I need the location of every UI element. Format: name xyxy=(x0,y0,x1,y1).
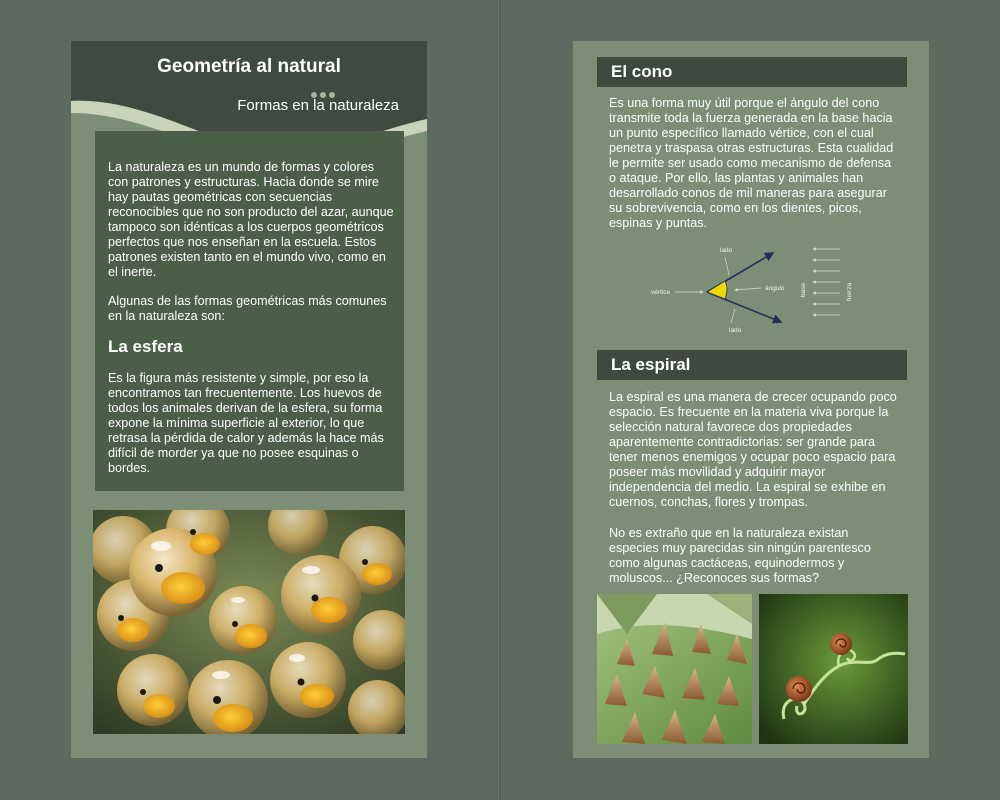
intro-paragraph: La naturaleza es un mundo de formas y colores con patrones y estructuras. Hacia donde se mire hay pautas geométricas con secuencias reconocibles que no son producto del azar, aunque tampoco son idénticas a los cuerpos geométricos perfectos que nos enseñan en la escuela. Estos patrones existen tanto en el mundo vivo, como en el inerte. xyxy=(108,160,394,279)
frog-eggs-photo xyxy=(93,510,405,734)
section-title-cono: El cono xyxy=(597,57,907,87)
esfera-paragraph: Es la figura más resistente y simple, por eso la encontramos tan frecuentemente. Los huevos de todos los animales derivan de la esfera, su forma expone la mínima superficie al exterior, lo que retrasa la pérdida de calor y además la hace más difícil de morder ya que no posee esquinas o bordes. xyxy=(108,371,384,475)
section-title-espiral: La espiral xyxy=(597,350,907,380)
label-base: base xyxy=(800,282,807,297)
label-vertice: vértice xyxy=(651,289,671,296)
label-lado-bottom: lado xyxy=(729,327,742,334)
lead-paragraph: Algunas de las formas geométricas más comunes en la naturaleza son: xyxy=(108,294,387,323)
page-title: Geometría al natural xyxy=(157,56,341,77)
cono-paragraph: Es una forma muy útil porque el ángulo del cono transmite toda la fuerza generada en la base hacia un punto específico llamado vértice, con el cual penetra y traspasa otras estructuras. Esta cualidad le permite ser usado como mecanismo de defensa o ataque. Por ello, las plantas y animales han desarrollado conos de mil maneras para asegurar su sobrevivencia, como en los dientes, picos, espinas y puntas. xyxy=(609,96,894,230)
book-spine xyxy=(497,0,501,800)
cone-diagram xyxy=(645,239,855,337)
right-page xyxy=(573,41,929,758)
thorny-trunk-photo xyxy=(597,594,752,744)
espiral-paragraph-1: La espiral es una manera de crecer ocupando poco espacio. Es frecuente en la materia viva porque la selección natural favorece dos propiedades aparentemente contradictorias: ser grande para tener menos enemigos y ocupar poco espacio para poseer más movilidad y adquirir mayor independencia del medio. La espiral se exhibe en cuernos, conchas, flores y trompas. xyxy=(609,390,897,509)
espiral-paragraph-2: No es extraño que en la naturaleza existan especies muy parecidas sin ningún parentesco como algunas cactáceas, equinodermos y moluscos... ¿Reconoces sus formas? xyxy=(609,526,871,585)
label-lado-top: lado xyxy=(720,247,733,254)
label-angulo: ángulo xyxy=(765,285,785,292)
label-fuerza: fuerza xyxy=(846,282,853,301)
snail-tendril-photo xyxy=(759,594,908,744)
section-title-esfera: La esfera xyxy=(108,337,183,356)
page-subtitle: Formas en la naturaleza xyxy=(237,97,399,114)
left-page xyxy=(71,41,427,758)
